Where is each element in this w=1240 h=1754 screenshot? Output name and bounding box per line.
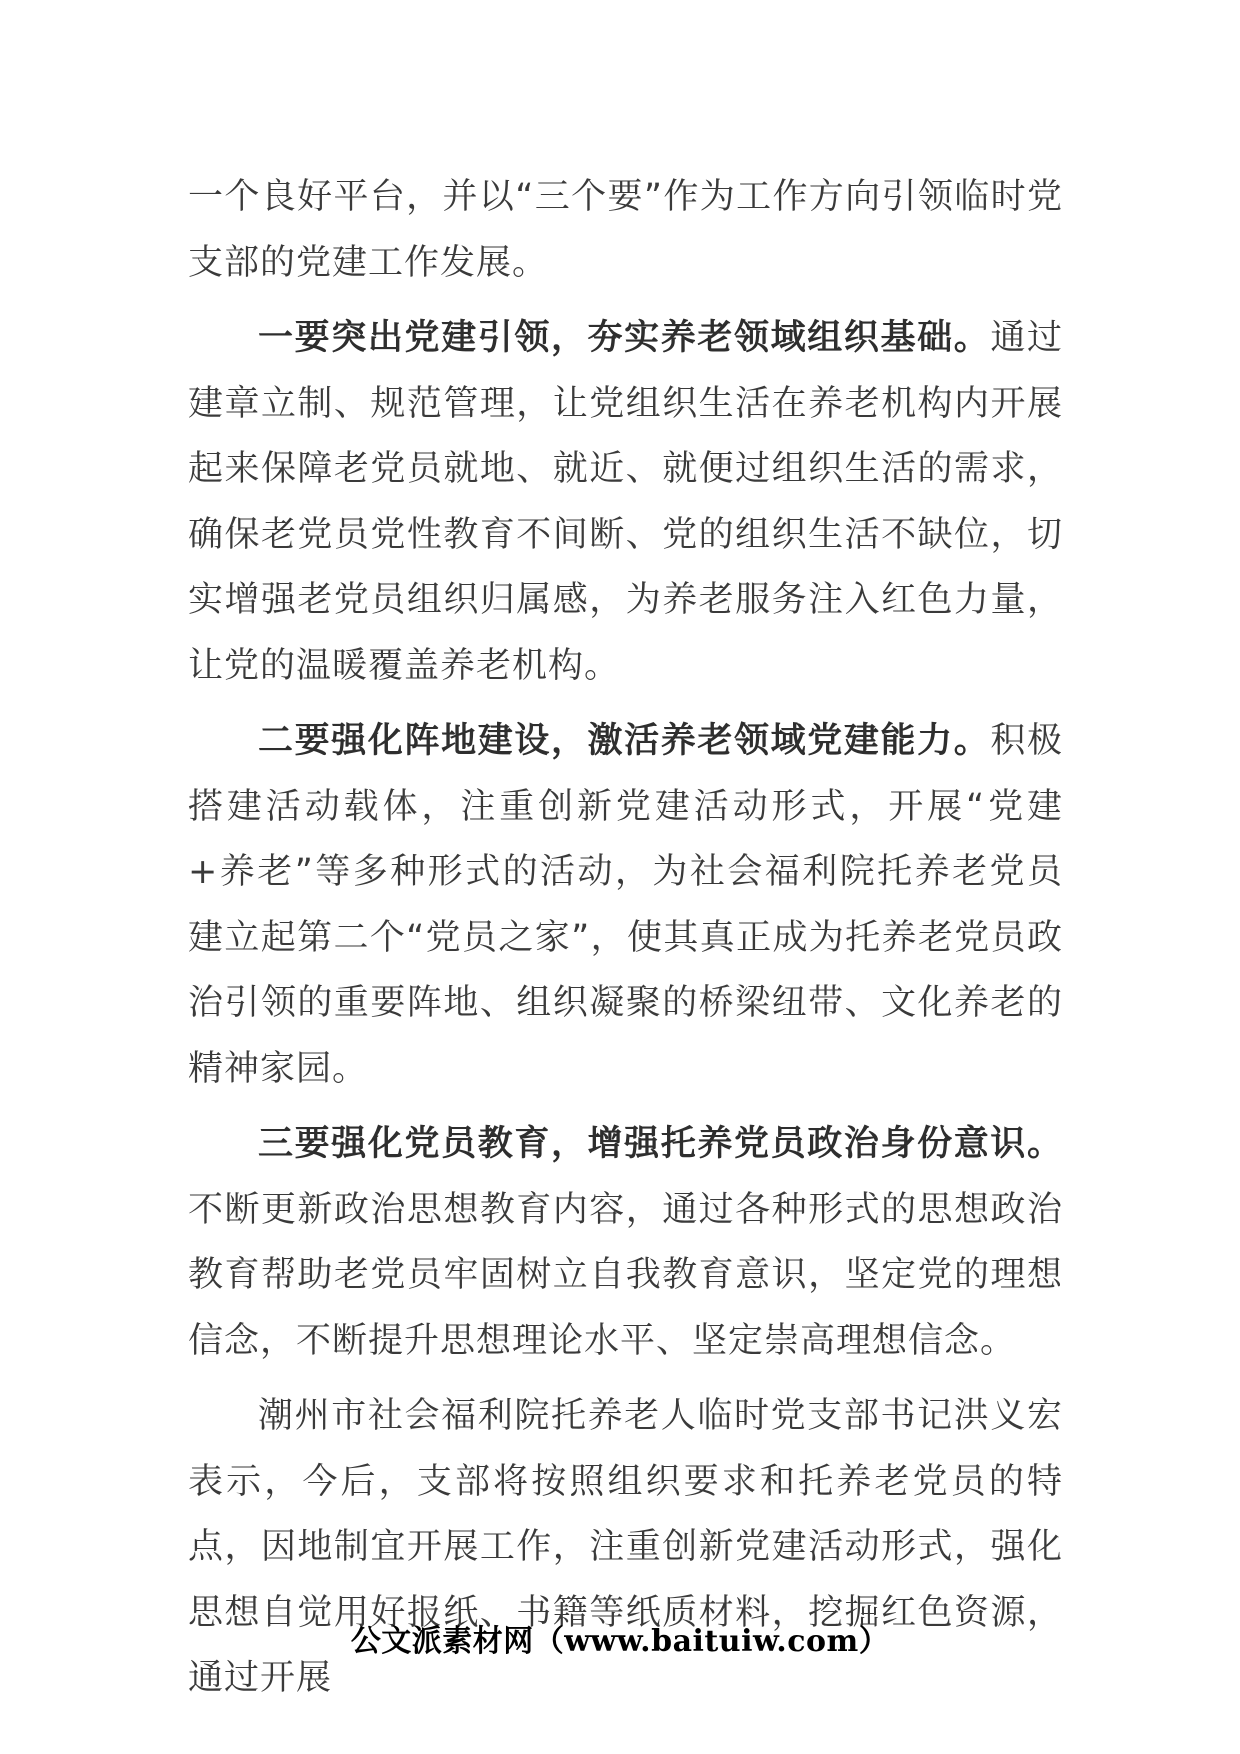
paragraph-heading: 一要突出党建引领，夯实养老领域组织基础。 (258, 318, 991, 358)
paragraph-point-three (188, 1112, 1063, 1374)
document-body (188, 165, 1063, 1712)
paragraph-point-one (188, 306, 1063, 699)
paragraph-text: 不断更新政治思想教育内容，通过各种形式的思想政治教育帮助老党员牢固树立自我教育意识，坚定党的理想信念，不断提升思想理论水平、坚定崇高理想信念。 (188, 1189, 1063, 1361)
paragraph-point-two (188, 709, 1063, 1102)
paragraph-continuation (188, 165, 1063, 296)
paragraph-text: 潮州市社会福利院托养老人临时党支部书记洪义宏表示，今后，支部将按照组织要求和托养老党员的特点，因地制宜开展工作，注重创新党建活动形式，强化思想自觉用好报纸、书籍等纸质材料，挖掘红色资源，通过开展 (188, 1396, 1063, 1698)
paragraph-text: 通过建章立制、规范管理，让党组织生活在养老机构内开展起来保障老党员就地、就近、就便过组织生活的需求，确保老党员党性教育不间断、党的组织生活不缺位，切实增强老党员组织归属感，为养老服务注入红色力量，让党的温暖覆盖养老机构。 (188, 318, 1063, 686)
paragraph-heading: 二要强化阵地建设，激活养老领域党建能力。 (258, 721, 991, 761)
paragraph-text: 一个良好平台，并以“三个要”作为工作方向引领临时党支部的党建工作发展。 (188, 177, 1063, 283)
paragraph-text: 积极搭建活动载体，注重创新党建活动形式，开展“党建+养老”等多种形式的活动，为社会福利院托养老党员建立起第二个“党员之家”，使其真正成为托养老党员政治引领的重要阵地、组织凝聚的桥梁纽带、文化养老的精神家园。 (188, 721, 1063, 1089)
paragraph-closing-statement (188, 1384, 1063, 1712)
paragraph-heading: 三要强化党员教育，增强托养党员政治身份意识。 (258, 1124, 1063, 1164)
source-footer: 公文派素材网（www.baituiw.com） (350, 1624, 890, 1659)
